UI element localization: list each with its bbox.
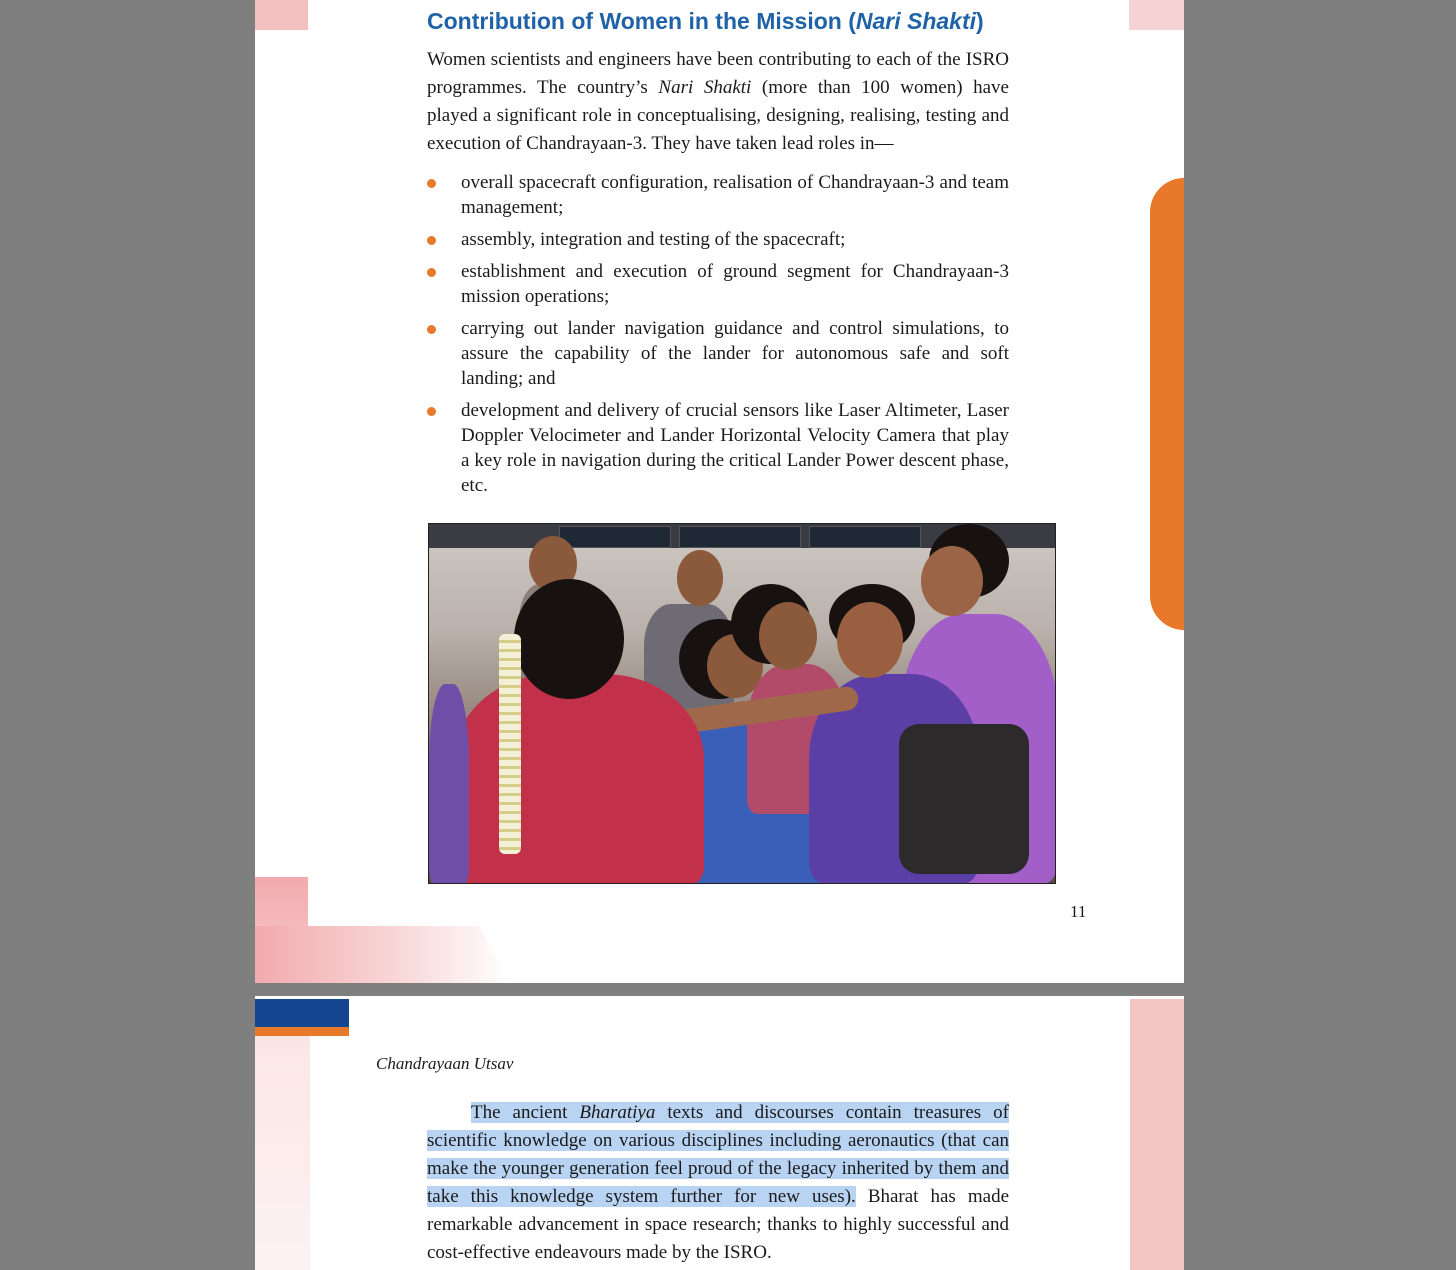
- list-item: [427, 316, 1009, 391]
- list-item: [427, 259, 1009, 309]
- page-number: 11: [1070, 902, 1087, 921]
- photo-screen: [559, 526, 671, 548]
- header-blue-bar: [255, 999, 349, 1027]
- running-header: Chandrayaan Utsav: [376, 1054, 514, 1073]
- ancient-texts-paragraph[interactable]: [427, 1099, 1009, 1267]
- selected-text-1[interactable]: The ancient: [471, 1102, 580, 1123]
- title-italic-text: Nari Shakti: [855, 8, 977, 34]
- list-item: [427, 170, 1009, 220]
- intro-text-1: Women scientists and engineers have been contributing to each of the ISRO programmes. The country’s: [427, 49, 1009, 98]
- corner-decoration-top-left: [255, 0, 308, 30]
- title-close-paren: ): [976, 8, 984, 34]
- paragraph-rest-text[interactable]: Bharat has made remarkable advancement in space research; thanks to highly successful and cost-effective endeavours made by the ISRO.: [427, 1186, 1009, 1263]
- bullet-icon: [427, 325, 436, 334]
- photo-person-head: [759, 602, 817, 670]
- selected-text-italic[interactable]: Bharatiya: [579, 1102, 656, 1123]
- bullet-icon: [427, 179, 436, 188]
- side-tab-decoration: [1150, 178, 1184, 630]
- intro-text-2: (more than 100 women) have played a significant role in conceptualising, designing, realising, testing and execution of Chandrayaan-3. They have taken lead roles in—: [427, 77, 1009, 154]
- lead-roles-list: [427, 170, 1009, 505]
- photo-person-head: [677, 550, 723, 606]
- selected-text-2[interactable]: texts and discourses contain treasures of scientific knowledge on various disciplines including aeronautics (that can make the younger generation feel proud of the legacy inherited by them and take this knowledge system further for new uses).: [427, 1102, 1009, 1207]
- right-margin-band: [1130, 999, 1184, 1270]
- photo-person-head: [837, 602, 903, 678]
- list-item-text: overall spacecraft configuration, realisation of Chandrayaan-3 and team management;: [461, 172, 1009, 218]
- bullet-icon: [427, 268, 436, 277]
- section-title: [427, 8, 1127, 35]
- photo-screen: [679, 526, 801, 548]
- photo-person: [429, 684, 469, 884]
- photo-flower-garland: [499, 634, 521, 854]
- photo-screen: [809, 526, 921, 548]
- bottom-gradient-band: [255, 926, 510, 983]
- list-item: [427, 227, 1009, 252]
- photo-person-hair: [514, 579, 624, 699]
- photo-handbag: [899, 724, 1029, 874]
- left-margin-band: [255, 1036, 310, 1270]
- women-scientists-celebration-photo: [428, 523, 1056, 884]
- intro-paragraph: [427, 46, 1009, 158]
- list-item-text: carrying out lander navigation guidance and control simulations, to assure the capability of the lander for autonomous safe and soft landing; and: [461, 318, 1009, 389]
- photo-person-head: [921, 546, 983, 616]
- photo-person: [454, 674, 704, 884]
- list-item: [427, 398, 1009, 498]
- bullet-icon: [427, 407, 436, 416]
- title-text: Contribution of Women in the Mission (: [427, 8, 856, 34]
- intro-italic: Nari Shakti: [658, 77, 752, 98]
- document-page-12: [255, 996, 1184, 1270]
- list-item-text: development and delivery of crucial sensors like Laser Altimeter, Laser Doppler Velocimeter and Lander Horizontal Velocity Camera that play a key role in navigation during the critical Lander Power descent phase, etc.: [461, 400, 1009, 496]
- list-item-text: establishment and execution of ground segment for Chandrayaan-3 mission operations;: [461, 261, 1009, 307]
- corner-decoration-top-right: [1129, 0, 1184, 30]
- header-orange-bar: [255, 1027, 349, 1036]
- document-page-11: [255, 0, 1184, 983]
- bullet-icon: [427, 236, 436, 245]
- list-item-text: assembly, integration and testing of the spacecraft;: [461, 229, 846, 250]
